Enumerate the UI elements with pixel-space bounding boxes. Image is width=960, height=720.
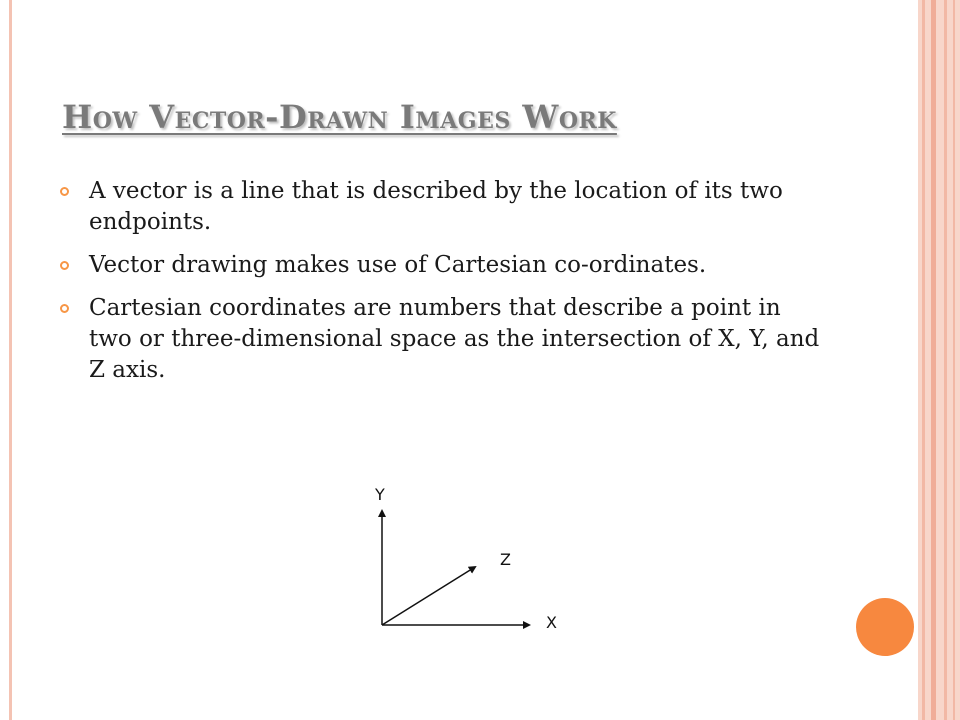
x-axis-label: X: [546, 613, 557, 632]
bullet-text: Cartesian coordinates are numbers that describe a point in two or three-dimensional space as the intersection of X, Y, and Z axis.: [89, 295, 820, 383]
y-axis-label: Y: [375, 485, 385, 504]
bullet-circle-icon: [60, 187, 69, 196]
z-axis-arrow: [382, 567, 475, 625]
slide-title: How Vector-Drawn Images Work: [62, 98, 617, 136]
right-stripe: [944, 0, 947, 720]
right-stripe: [922, 0, 925, 720]
bullet-circle-icon: [60, 261, 69, 270]
bullet-circle-icon: [60, 304, 69, 313]
bullet-item: [60, 176, 820, 238]
right-stripe: [953, 0, 955, 720]
right-stripe: [931, 0, 936, 720]
bullet-list: [60, 176, 820, 398]
left-border-line: [9, 0, 12, 720]
z-axis-label: Z: [500, 550, 511, 569]
bullet-item: [60, 250, 820, 281]
bullet-item: [60, 293, 820, 386]
orange-accent-circle: [856, 598, 914, 656]
bullet-text: Vector drawing makes use of Cartesian co-ordinates.: [89, 252, 707, 278]
xyz-axes-diagram: [360, 480, 580, 640]
bullet-text: A vector is a line that is described by the location of its two endpoints.: [89, 178, 783, 235]
